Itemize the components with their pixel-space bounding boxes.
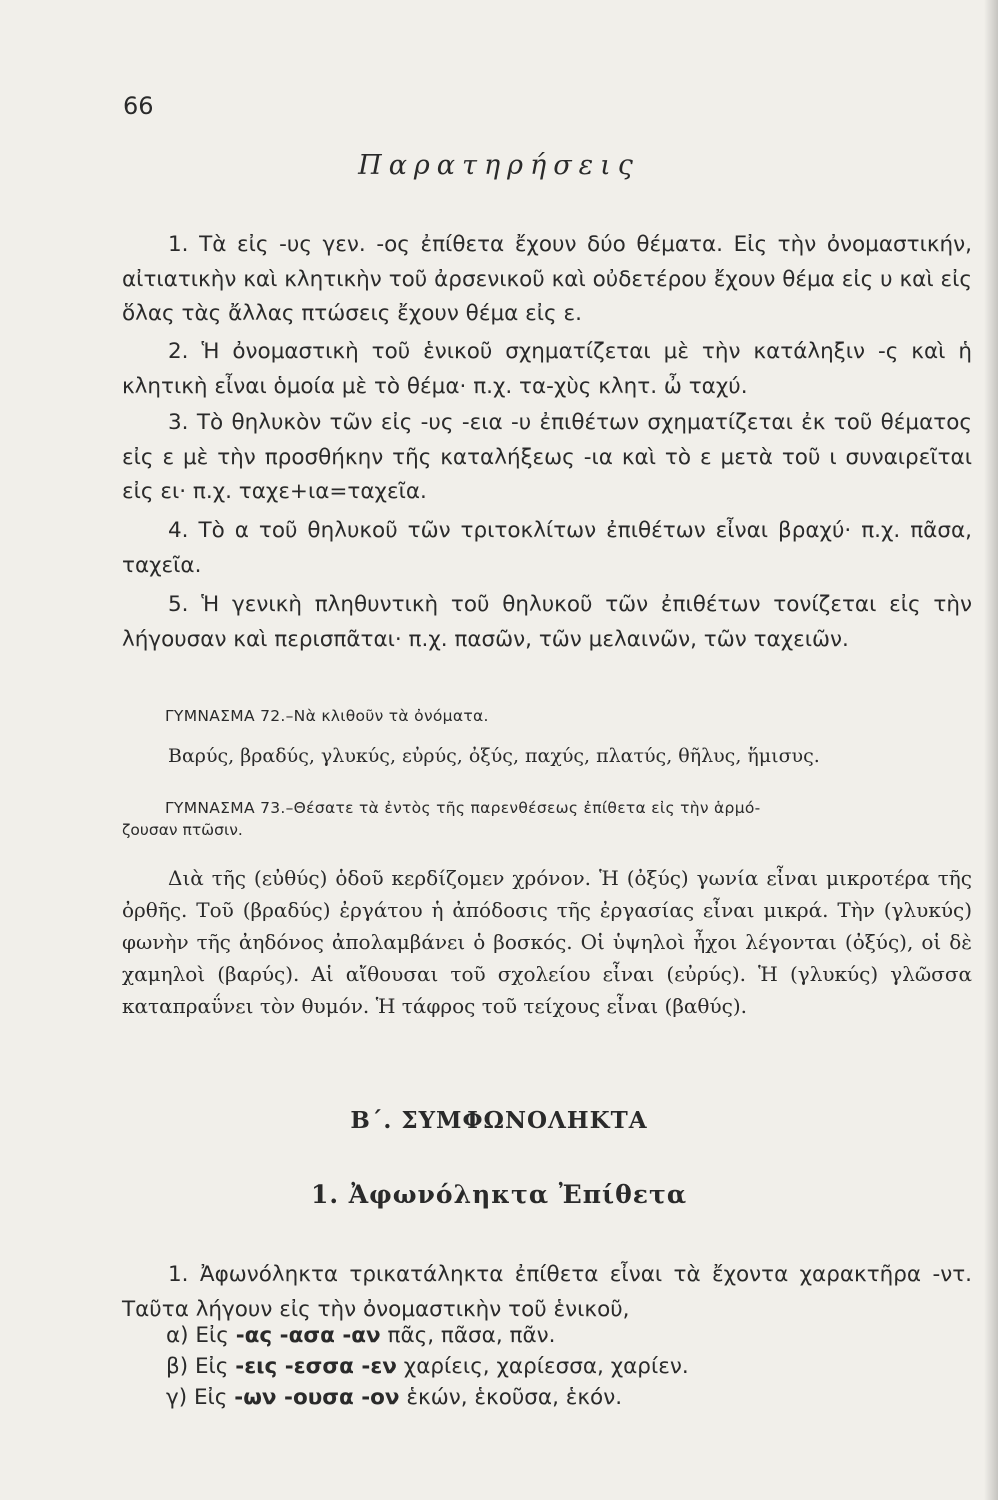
subsection-title: 1. Ἀφωνόληκτα Ἐπίθετα <box>310 1180 688 1209</box>
exercise-72-label: ΓΥΜΝΑΣΜΑ 72. <box>165 707 286 725</box>
exercise-72-heading <box>165 703 975 729</box>
exercise-73-heading <box>165 795 975 821</box>
page-heading: Παρατηρήσεις <box>358 150 640 181</box>
ending-row-c <box>166 1382 689 1413</box>
endings-list <box>166 1320 689 1413</box>
ending-row-b-endings: -εις -εσσα -εν <box>235 1354 397 1379</box>
ending-row-c-label: γ) Εἰς <box>166 1385 228 1410</box>
rule-1-text: 1. Ἀφωνόληκτα τρικατάληκτα ἐπίθετα εἶναι τὰ ἔχοντα χαρακτῆρα -ντ. Ταῦτα λήγουν εἰς τὴν ὀνομαστικὴν τοῦ ἑνικοῦ, <box>122 1262 972 1322</box>
ending-row-b-examples: χαρίεις, χαρίεσσα, χαρίεν. <box>403 1354 689 1379</box>
exercise-73-instruction-cont: ζουσαν πτῶσιν. <box>122 821 243 839</box>
ending-row-a-label: α) Εἰς <box>166 1323 229 1348</box>
ending-row-c-endings: -ων -ουσα -ον <box>234 1385 400 1410</box>
note-1 <box>122 228 972 332</box>
note-3 <box>122 406 972 510</box>
note-1-text: Τὰ εἰς -υς γεν. -ος ἐπίθετα ἔχουν δύο θέματα. Εἰς τὴν ὀνομαστικήν, αἰτιατικὴν καὶ κλητικὴν τοῦ ἀρσενικοῦ καὶ οὐδετέρου ἔχουν θέμα εἰς υ καὶ εἰς ὅλας τὰς ἄλλας πτώσεις ἔχουν θέμα εἰς ε. <box>122 232 972 326</box>
note-1-number: 1. <box>168 232 189 257</box>
note-2 <box>122 335 972 404</box>
ending-row-a-examples: πᾶς, πᾶσα, πᾶν. <box>387 1323 556 1348</box>
ending-row-b <box>166 1351 689 1382</box>
ending-row-c-examples: ἑκών, ἑκοῦσα, ἑκόν. <box>406 1385 623 1410</box>
page-edge-shadow <box>984 0 998 1500</box>
exercise-73-instruction: –Θέσατε τὰ ἐντὸς τῆς παρενθέσεως ἐπίθετα εἰς τὴν ἁρμό- <box>285 799 761 817</box>
exercise-72-instruction: –Νὰ κλιθοῦν τὰ ὀνόματα. <box>285 707 489 725</box>
ending-row-a <box>166 1320 689 1351</box>
note-5 <box>122 588 972 657</box>
note-5-number: 5. <box>168 592 189 617</box>
exercise-73-text: Διὰ τῆς (εὐθύς) ὁδοῦ κερδίζομεν χρόνον. Ἡ (ὀξύς) γωνία εἶναι μικροτέρα τῆς ὀρθῆς. Τοῦ (βραδύς) ἐργάτου ἡ ἀπόδοσις τῆς ἐργασίας εἶναι μικρά. Τὴν (γλυκύς) φωνὴν τῆς ἀηδόνος ἀπολαμβάνει ὁ βοσκός. Οἱ ὑψηλοὶ ἦχοι λέγονται (ὀξύς), οἱ δὲ χαμηλοὶ (βαρύς). Αἱ αἴθουσαι τοῦ σχολείου εἶναι (εὐρύς). Ἡ (γλυκύς) γλῶσσα καταπραΰνει τὸν θυμόν. Ἡ τάφρος τοῦ τείχους εἶναι (βαθύς). <box>122 866 972 1018</box>
note-3-number: 3. <box>168 410 189 435</box>
exercise-73-label: ΓΥΜΝΑΣΜΑ 73. <box>165 799 286 817</box>
exercise-72-words: Βαρύς, βραδύς, γλυκύς, εὐρύς, ὀξύς, παχύς, πλατύς, θῆλυς, ἥμισυς. <box>168 745 820 767</box>
note-4-text: Τὸ α τοῦ θηλυκοῦ τῶν τριτοκλίτων ἐπιθέτων εἶναι βραχύ· π.χ. πᾶσα, ταχεῖα. <box>122 518 972 578</box>
note-4 <box>122 514 972 583</box>
note-4-number: 4. <box>168 518 189 543</box>
note-3-text: Τὸ θηλυκὸν τῶν εἰς -υς -εια -υ ἐπιθέτων σχηματίζεται ἐκ τοῦ θέματος εἰς ε μὲ τὴν προσθήκην τῆς καταλήξεως -ια καὶ τὸ ε μετὰ τοῦ ι συναιρεῖται εἰς ει· π.χ. ταχε+ια=ταχεῖα. <box>122 410 972 504</box>
ending-row-a-endings: -ας -ασα -αν <box>235 1323 381 1348</box>
note-2-number: 2. <box>168 339 189 364</box>
page-number: 66 <box>123 92 154 120</box>
ending-row-b-label: β) Εἰς <box>166 1354 229 1379</box>
note-5-text: Ἡ γενικὴ πληθυντικὴ τοῦ θηλυκοῦ τῶν ἐπιθέτων τονίζεται εἰς τὴν λήγουσαν καὶ περισπᾶται· π.χ. πασῶν, τῶν μελαινῶν, τῶν ταχειῶν. <box>122 592 972 652</box>
note-2-text: Ἡ ὀνομαστικὴ τοῦ ἑνικοῦ σχηματίζεται μὲ τὴν κατάληξιν -ς καὶ ἡ κλητικὴ εἶναι ὁμοία μὲ τὸ θέμα· π.χ. τα-χὺς κλητ. ὦ ταχύ. <box>122 339 972 399</box>
section-title: Β΄. ΣΥΜΦΩΝΟΛΗΚΤΑ <box>350 1107 648 1134</box>
